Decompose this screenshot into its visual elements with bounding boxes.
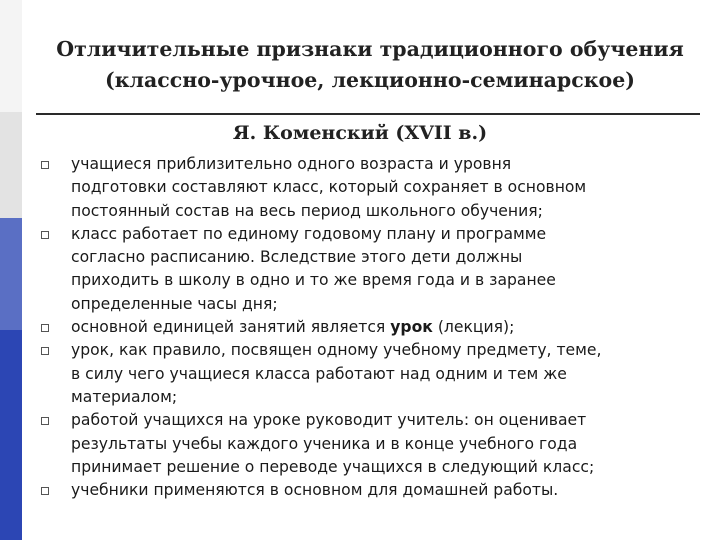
bullet-list xyxy=(40,153,712,502)
square-bullet-icon xyxy=(41,347,49,355)
bullet-text-line: в силу чего учащиеся класса работают над одним и тем же xyxy=(71,364,567,383)
list-item xyxy=(40,479,712,502)
list-item xyxy=(40,339,712,409)
bullet-text-line: учащиеся приблизительно одного возраста и уровня xyxy=(71,155,512,173)
title-line: (классно-урочное, лекционно-семинарское) xyxy=(105,68,635,92)
bullet-text-line: материалом; xyxy=(71,387,178,406)
bullet-text-line: работой учащихся на уроке руководит учитель: он оценивает xyxy=(71,411,587,430)
square-bullet-icon xyxy=(41,487,49,495)
square-bullet-icon xyxy=(41,324,49,332)
bullet-text-line: принимает решение о переводе учащихся в следующий класс; xyxy=(71,457,595,476)
left-accent-bar xyxy=(0,0,22,540)
title-line: Отличительные признаки традиционного обучения xyxy=(56,37,684,61)
accent-segment-dark-blue xyxy=(0,330,22,540)
square-bullet-icon xyxy=(41,417,49,425)
bullet-text: (лекция); xyxy=(432,318,515,337)
bullet-text-line xyxy=(71,316,712,339)
bullet-text-line: определенные часы дня; xyxy=(71,294,278,313)
bullet-text-line: приходить в школу в одно и то же время года и в заранее xyxy=(71,271,556,290)
bullet-emphasis: урок xyxy=(390,318,433,337)
bullet-text-line: класс работает по единому годовому плану и программе xyxy=(71,224,547,243)
accent-segment-light xyxy=(0,0,22,112)
bullet-text-line: учебники применяются в основном для домашней работы. xyxy=(71,481,559,500)
square-bullet-icon xyxy=(41,231,49,239)
list-item xyxy=(40,223,712,316)
slide-subtitle: Я. Коменский (XVII в.) xyxy=(232,122,488,144)
bullet-text-line: постоянный состав на весь период школьного обучения; xyxy=(71,201,543,220)
bullet-text-line: подготовки составляют класс, который сохраняет в основном xyxy=(71,178,587,197)
square-bullet-icon xyxy=(41,161,49,169)
list-item xyxy=(40,316,712,339)
accent-segment-gray xyxy=(0,112,22,218)
list-item xyxy=(40,409,712,479)
bullet-text-line: согласно расписанию. Вследствие этого дети должны xyxy=(71,248,523,267)
accent-segment-mid-blue xyxy=(0,218,22,330)
slide-title xyxy=(40,34,700,96)
list-item xyxy=(40,153,712,223)
bullet-text-line: урок, как правило, посвящен одному учебному предмету, теме, xyxy=(71,341,602,360)
bullet-text-line: результаты учебы каждого ученика и в конце учебного года xyxy=(71,434,578,453)
bullet-text: основной единицей занятий является xyxy=(71,318,391,337)
title-divider xyxy=(36,113,700,115)
